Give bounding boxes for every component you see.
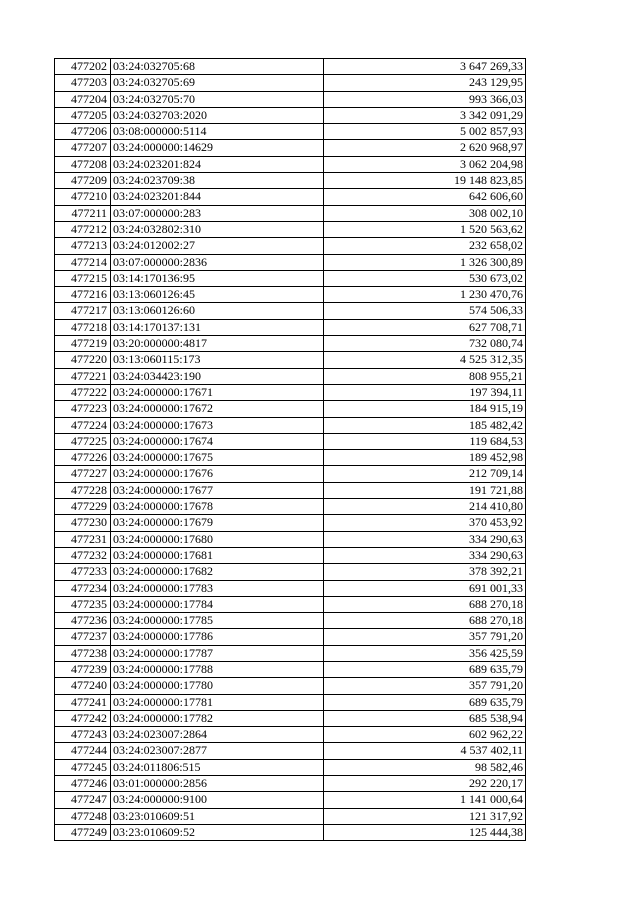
cadastral-number-cell: 03:24:000000:17680 <box>111 531 324 547</box>
table-row <box>55 515 526 531</box>
cadastral-value-cell: 808 955,21 <box>324 368 526 384</box>
table-row <box>55 792 526 808</box>
cadastral-value-cell: 243 129,95 <box>324 75 526 91</box>
cadastral-value-cell: 1 520 563,62 <box>324 221 526 237</box>
cadastral-number-cell: 03:23:010609:51 <box>111 808 324 824</box>
cadastral-number-cell: 03:24:032705:69 <box>111 75 324 91</box>
row-number-cell: 477231 <box>55 531 111 547</box>
table-row <box>55 450 526 466</box>
table-row <box>55 564 526 580</box>
row-number-cell: 477244 <box>55 743 111 759</box>
row-number-cell: 477230 <box>55 515 111 531</box>
cadastral-number-cell: 03:24:000000:17671 <box>111 384 324 400</box>
row-number-cell: 477205 <box>55 107 111 123</box>
cadastral-value-cell: 212 709,14 <box>324 466 526 482</box>
row-number-cell: 477225 <box>55 433 111 449</box>
row-number-cell: 477214 <box>55 254 111 270</box>
row-number-cell: 477212 <box>55 221 111 237</box>
row-number-cell: 477242 <box>55 710 111 726</box>
cadastral-number-cell: 03:07:000000:2836 <box>111 254 324 270</box>
table-row <box>55 270 526 286</box>
table-row <box>55 629 526 645</box>
table-row <box>55 661 526 677</box>
cadastral-value-cell: 3 647 269,33 <box>324 59 526 75</box>
row-number-cell: 477226 <box>55 450 111 466</box>
row-number-cell: 477222 <box>55 384 111 400</box>
cadastral-value-cell: 3 342 091,29 <box>324 107 526 123</box>
cadastral-value-cell: 191 721,88 <box>324 482 526 498</box>
cadastral-value-cell: 574 506,33 <box>324 303 526 319</box>
cadastral-value-cell: 185 482,42 <box>324 417 526 433</box>
row-number-cell: 477217 <box>55 303 111 319</box>
cadastral-value-cell: 125 444,38 <box>324 824 526 840</box>
cadastral-number-cell: 03:24:034423:190 <box>111 368 324 384</box>
cadastral-number-cell: 03:14:170136:95 <box>111 270 324 286</box>
cadastral-value-cell: 5 002 857,93 <box>324 124 526 140</box>
table-row <box>55 466 526 482</box>
cadastral-value-cell: 232 658,02 <box>324 238 526 254</box>
cadastral-number-cell: 03:13:060115:173 <box>111 352 324 368</box>
cadastral-value-cell: 530 673,02 <box>324 270 526 286</box>
table-row <box>55 303 526 319</box>
table-row <box>55 547 526 563</box>
cadastral-value-cell: 993 366,03 <box>324 91 526 107</box>
cadastral-value-cell: 1 230 470,76 <box>324 287 526 303</box>
cadastral-value-cell: 98 582,46 <box>324 759 526 775</box>
table-row <box>55 743 526 759</box>
row-number-cell: 477238 <box>55 645 111 661</box>
row-number-cell: 477203 <box>55 75 111 91</box>
cadastral-number-cell: 03:24:000000:17783 <box>111 580 324 596</box>
cadastral-value-cell: 184 915,19 <box>324 401 526 417</box>
cadastral-number-cell: 03:13:060126:45 <box>111 287 324 303</box>
cadastral-value-cell: 688 270,18 <box>324 613 526 629</box>
table-row <box>55 140 526 156</box>
table-row <box>55 808 526 824</box>
table-row <box>55 580 526 596</box>
cadastral-number-cell: 03:01:000000:2856 <box>111 776 324 792</box>
row-number-cell: 477220 <box>55 352 111 368</box>
table-row <box>55 776 526 792</box>
cadastral-number-cell: 03:24:032703:2020 <box>111 107 324 123</box>
cadastral-value-cell: 1 326 300,89 <box>324 254 526 270</box>
cadastral-value-cell: 732 080,74 <box>324 336 526 352</box>
table-body <box>55 59 526 841</box>
table-row <box>55 189 526 205</box>
cadastral-value-cell: 685 538,94 <box>324 710 526 726</box>
cadastral-value-cell: 4 537 402,11 <box>324 743 526 759</box>
table-row <box>55 238 526 254</box>
row-number-cell: 477206 <box>55 124 111 140</box>
cadastral-value-cell: 4 525 312,35 <box>324 352 526 368</box>
cadastral-value-cell: 189 452,98 <box>324 450 526 466</box>
cadastral-number-cell: 03:24:032705:70 <box>111 91 324 107</box>
cadastral-number-cell: 03:24:000000:17673 <box>111 417 324 433</box>
table-row <box>55 205 526 221</box>
cadastral-number-cell: 03:24:000000:17682 <box>111 564 324 580</box>
cadastral-value-table <box>54 58 526 841</box>
cadastral-number-cell: 03:13:060126:60 <box>111 303 324 319</box>
cadastral-number-cell: 03:24:000000:17681 <box>111 547 324 563</box>
table-row <box>55 156 526 172</box>
row-number-cell: 477223 <box>55 401 111 417</box>
cadastral-value-cell: 627 708,71 <box>324 319 526 335</box>
table-row <box>55 319 526 335</box>
table-row <box>55 613 526 629</box>
row-number-cell: 477228 <box>55 482 111 498</box>
table-row <box>55 107 526 123</box>
row-number-cell: 477215 <box>55 270 111 286</box>
cadastral-value-cell: 378 392,21 <box>324 564 526 580</box>
cadastral-value-cell: 689 635,79 <box>324 661 526 677</box>
row-number-cell: 477246 <box>55 776 111 792</box>
cadastral-number-cell: 03:24:000000:17786 <box>111 629 324 645</box>
row-number-cell: 477239 <box>55 661 111 677</box>
cadastral-value-cell: 1 141 000,64 <box>324 792 526 808</box>
table-row <box>55 694 526 710</box>
cadastral-number-cell: 03:24:000000:17678 <box>111 499 324 515</box>
table-row <box>55 678 526 694</box>
cadastral-number-cell: 03:24:012002:27 <box>111 238 324 254</box>
row-number-cell: 477237 <box>55 629 111 645</box>
cadastral-value-cell: 3 062 204,98 <box>324 156 526 172</box>
table-row <box>55 384 526 400</box>
cadastral-number-cell: 03:24:032802:310 <box>111 221 324 237</box>
cadastral-value-cell: 334 290,63 <box>324 547 526 563</box>
cadastral-number-cell: 03:24:032705:68 <box>111 59 324 75</box>
table-row <box>55 75 526 91</box>
cadastral-number-cell: 03:24:000000:17674 <box>111 433 324 449</box>
row-number-cell: 477219 <box>55 336 111 352</box>
cadastral-value-cell: 214 410,80 <box>324 499 526 515</box>
row-number-cell: 477224 <box>55 417 111 433</box>
cadastral-value-cell: 602 962,22 <box>324 727 526 743</box>
row-number-cell: 477232 <box>55 547 111 563</box>
table-row <box>55 254 526 270</box>
cadastral-value-cell: 357 791,20 <box>324 678 526 694</box>
cadastral-number-cell: 03:08:000000:5114 <box>111 124 324 140</box>
cadastral-number-cell: 03:24:023007:2877 <box>111 743 324 759</box>
row-number-cell: 477235 <box>55 596 111 612</box>
table-row <box>55 759 526 775</box>
cadastral-number-cell: 03:23:010609:52 <box>111 824 324 840</box>
cadastral-number-cell: 03:20:000000:4817 <box>111 336 324 352</box>
cadastral-number-cell: 03:24:000000:17785 <box>111 613 324 629</box>
row-number-cell: 477204 <box>55 91 111 107</box>
row-number-cell: 477245 <box>55 759 111 775</box>
row-number-cell: 477227 <box>55 466 111 482</box>
cadastral-number-cell: 03:24:000000:17788 <box>111 661 324 677</box>
row-number-cell: 477218 <box>55 319 111 335</box>
table-row <box>55 124 526 140</box>
cadastral-number-cell: 03:24:000000:17784 <box>111 596 324 612</box>
cadastral-value-cell: 334 290,63 <box>324 531 526 547</box>
cadastral-value-cell: 19 148 823,85 <box>324 173 526 189</box>
table-row <box>55 336 526 352</box>
table-row <box>55 710 526 726</box>
cadastral-number-cell: 03:24:000000:14629 <box>111 140 324 156</box>
table-row <box>55 596 526 612</box>
table-row <box>55 401 526 417</box>
cadastral-number-cell: 03:24:000000:17787 <box>111 645 324 661</box>
cadastral-value-cell: 119 684,53 <box>324 433 526 449</box>
row-number-cell: 477248 <box>55 808 111 824</box>
row-number-cell: 477241 <box>55 694 111 710</box>
table-row <box>55 645 526 661</box>
cadastral-number-cell: 03:14:170137:131 <box>111 319 324 335</box>
cadastral-number-cell: 03:24:023709:38 <box>111 173 324 189</box>
row-number-cell: 477240 <box>55 678 111 694</box>
cadastral-value-cell: 688 270,18 <box>324 596 526 612</box>
table-row <box>55 499 526 515</box>
cadastral-value-cell: 691 001,33 <box>324 580 526 596</box>
table-row <box>55 531 526 547</box>
cadastral-number-cell: 03:24:000000:9100 <box>111 792 324 808</box>
table-row <box>55 433 526 449</box>
cadastral-number-cell: 03:24:000000:17781 <box>111 694 324 710</box>
cadastral-value-cell: 357 791,20 <box>324 629 526 645</box>
table-row <box>55 368 526 384</box>
row-number-cell: 477209 <box>55 173 111 189</box>
row-number-cell: 477202 <box>55 59 111 75</box>
row-number-cell: 477213 <box>55 238 111 254</box>
table-row <box>55 287 526 303</box>
row-number-cell: 477243 <box>55 727 111 743</box>
row-number-cell: 477236 <box>55 613 111 629</box>
row-number-cell: 477207 <box>55 140 111 156</box>
cadastral-number-cell: 03:24:000000:17675 <box>111 450 324 466</box>
table-row <box>55 173 526 189</box>
cadastral-value-cell: 689 635,79 <box>324 694 526 710</box>
row-number-cell: 477210 <box>55 189 111 205</box>
table-row <box>55 417 526 433</box>
row-number-cell: 477216 <box>55 287 111 303</box>
cadastral-number-cell: 03:24:000000:17677 <box>111 482 324 498</box>
row-number-cell: 477234 <box>55 580 111 596</box>
cadastral-number-cell: 03:24:023201:824 <box>111 156 324 172</box>
cadastral-number-cell: 03:24:000000:17672 <box>111 401 324 417</box>
cadastral-value-cell: 308 002,10 <box>324 205 526 221</box>
row-number-cell: 477221 <box>55 368 111 384</box>
row-number-cell: 477208 <box>55 156 111 172</box>
cadastral-value-cell: 197 394,11 <box>324 384 526 400</box>
table-row <box>55 824 526 840</box>
row-number-cell: 477211 <box>55 205 111 221</box>
row-number-cell: 477249 <box>55 824 111 840</box>
table-row <box>55 59 526 75</box>
cadastral-number-cell: 03:24:023007:2864 <box>111 727 324 743</box>
cadastral-number-cell: 03:24:023201:844 <box>111 189 324 205</box>
cadastral-number-cell: 03:24:000000:17679 <box>111 515 324 531</box>
cadastral-value-cell: 121 317,92 <box>324 808 526 824</box>
cadastral-number-cell: 03:24:000000:17780 <box>111 678 324 694</box>
cadastral-number-cell: 03:24:000000:17676 <box>111 466 324 482</box>
cadastral-value-cell: 370 453,92 <box>324 515 526 531</box>
table-row <box>55 91 526 107</box>
table-row <box>55 482 526 498</box>
table-row <box>55 352 526 368</box>
row-number-cell: 477247 <box>55 792 111 808</box>
cadastral-number-cell: 03:07:000000:283 <box>111 205 324 221</box>
cadastral-value-cell: 2 620 968,97 <box>324 140 526 156</box>
cadastral-value-cell: 642 606,60 <box>324 189 526 205</box>
cadastral-number-cell: 03:24:000000:17782 <box>111 710 324 726</box>
table-row <box>55 221 526 237</box>
cadastral-value-cell: 292 220,17 <box>324 776 526 792</box>
row-number-cell: 477229 <box>55 499 111 515</box>
table-row <box>55 727 526 743</box>
row-number-cell: 477233 <box>55 564 111 580</box>
cadastral-value-cell: 356 425,59 <box>324 645 526 661</box>
cadastral-number-cell: 03:24:011806:515 <box>111 759 324 775</box>
